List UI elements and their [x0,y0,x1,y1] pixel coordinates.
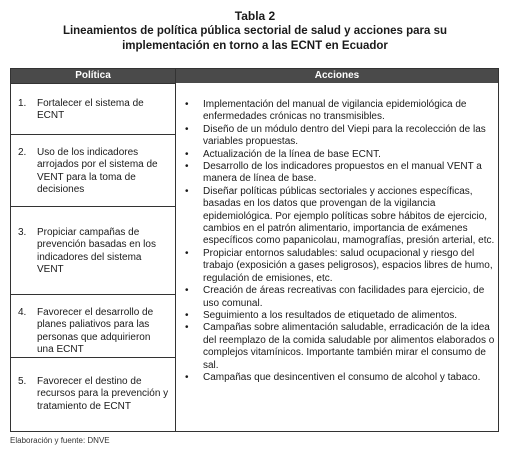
action-item [182,99,496,124]
action-text: Implementación del manual de vigilancia epidemiológica de enfermedades crónicas no transmisibles. [203,99,467,123]
policy-number: 2. [18,147,27,158]
policy-text: Uso de los indicadores arrojados por el sistema de VENT para la toma de decisiones [37,147,158,196]
policy-table [10,68,499,432]
policy-text: Fortalecer el sistema de ECNT [37,98,144,122]
action-text: Creación de áreas recreativas con facilidades para ejercicio, de uso comunal. [203,285,485,309]
policy-row [11,294,175,357]
column-divider [175,69,176,431]
action-item [182,186,496,248]
action-item [182,310,496,322]
action-item [182,285,496,310]
header-politica: Política [11,69,175,83]
action-text: Campañas sobre alimentación saludable, erradicación de la idea del reemplazo de la comida saludable por alimentos elaborados o complejos vitamínicos. Importante también mirar el consumo de sal. [203,322,495,371]
policy-number: 1. [18,98,27,109]
action-text: Campañas que desincentiven el consumo de alcohol y tabaco. [203,371,481,383]
policy-text: Propiciar campañas de prevención basadas en los indicadores del sistema VENT [37,227,156,276]
action-text: Actualización de la línea de base ECNT. [203,148,381,160]
policy-row [11,83,175,134]
bullet-icon: • [185,322,189,334]
header-acciones: Acciones [176,69,498,83]
bullet-icon: • [185,285,189,297]
action-item [182,248,496,285]
action-text: Diseñar políticas públicas sectoriales y acciones específicas, basadas en los datos que provengan de la vigilancia epidemiológica. Por ejemplo políticas sobre hábitos de ejercicio, cambios en el patrón alimentario, importancia de exámenes específicos como papanicolau, mamografías, presión arterial, etc. [203,185,495,247]
policy-row [11,357,175,432]
action-item [182,372,496,384]
bullet-icon: • [185,185,189,197]
policy-text: Favorecer el desarrollo de planes paliativos para las personas que adquirieron una ECNT [37,307,154,356]
policy-row [11,206,175,294]
bullet-icon: • [185,123,189,135]
action-text: Seguimiento a los resultados de etiquetado de alimentos. [203,309,458,321]
bullet-icon: • [185,161,189,173]
policy-text: Favorecer el destino de recursos para la prevención y tratamiento de ECNT [37,376,169,412]
bullet-icon: • [185,247,189,259]
action-text: Propiciar entornos saludables: salud ocupacional y riesgo del trabajo (exposición a gases peligrosos), espacios libres de humo, regulación de emisiones, etc. [203,247,493,284]
action-item [182,149,496,161]
bullet-icon: • [185,371,189,383]
policy-number: 5. [18,376,27,387]
policy-number: 3. [18,227,27,238]
action-text: Diseño de un módulo dentro del Viepi para la recolección de las variables propuestas. [203,123,486,148]
action-item [182,161,496,186]
table-subtitle: Lineamientos de política pública sectorial de salud y acciones para su implementación en torno a las ECNT en Ecuador [62,25,448,52]
action-text: Desarrollo de los indicadores propuestos en el manual VENT a manera de línea de base. [203,161,482,185]
policy-number: 4. [18,307,27,318]
bullet-icon: • [185,309,189,321]
action-item [182,322,496,372]
action-item [182,124,496,149]
actions-list [182,99,496,384]
bullet-icon: • [185,148,189,160]
source-note: Elaboración y fuente: DNVE [10,436,110,445]
bullet-icon: • [185,99,189,110]
table-title: Tabla 2 [234,9,276,23]
policy-row [11,134,175,206]
